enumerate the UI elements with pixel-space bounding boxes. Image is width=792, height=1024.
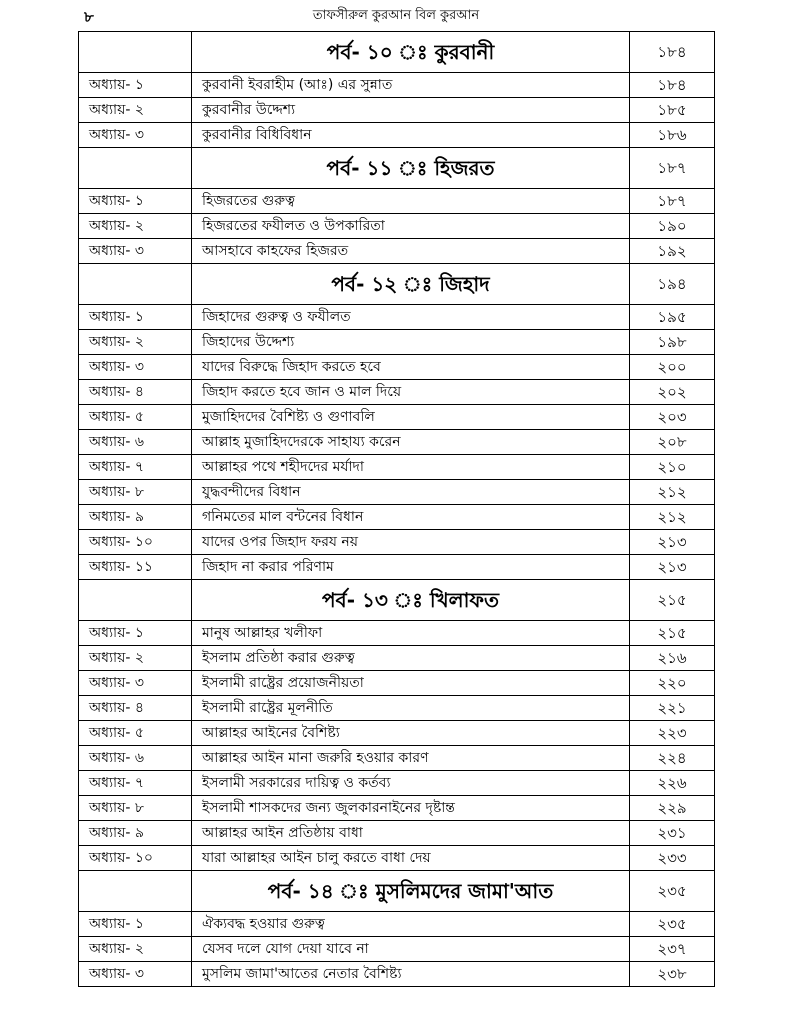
chapter-label: অধ্যায়- ৭ (79, 771, 192, 796)
page-ref: ১৮৭ (630, 148, 715, 189)
page-ref: ২০২ (630, 380, 715, 405)
page-ref: ১৯০ (630, 214, 715, 239)
toc-chapter-row (79, 380, 715, 405)
page-ref: ২১৩ (630, 555, 715, 580)
chapter-title: কুরবানীর বিধিবিধান (192, 123, 630, 148)
chapter-title: হিজরতের ফযীলত ও উপকারিতা (192, 214, 630, 239)
chapter-label: অধ্যায়- ২ (79, 646, 192, 671)
toc-chapter-row (79, 98, 715, 123)
page-ref: ২১৩ (630, 530, 715, 555)
toc-chapter-row (79, 330, 715, 355)
toc-chapter-row (79, 671, 715, 696)
part-title: পর্ব- ১৪ ঃ মুসলিমদের জামা'আত (192, 871, 630, 912)
chapter-label: অধ্যায়- ১০ (79, 846, 192, 871)
chapter-label (79, 148, 192, 189)
chapter-title: আল্লাহর আইন প্রতিষ্ঠায় বাধা (192, 821, 630, 846)
toc-chapter-row (79, 771, 715, 796)
part-title: পর্ব- ১১ ঃ হিজরত (192, 148, 630, 189)
page-ref: ১৮৪ (630, 32, 715, 73)
chapter-label: অধ্যায়- ১ (79, 73, 192, 98)
chapter-label: অধ্যায়- ৩ (79, 355, 192, 380)
toc-chapter-row (79, 912, 715, 937)
toc-part-row (79, 148, 715, 189)
chapter-title: মুসলিম জামা'আতের নেতার বৈশিষ্ট্য (192, 962, 630, 987)
page-ref: ২২০ (630, 671, 715, 696)
chapter-label: অধ্যায়- ৫ (79, 721, 192, 746)
chapter-title: ইসলামী রাষ্ট্রের মূলনীতি (192, 696, 630, 721)
page-number: ৮ (84, 8, 94, 26)
chapter-title: আল্লাহ মুজাহিদদেরকে সাহায্য করেন (192, 430, 630, 455)
chapter-label: অধ্যায়- ৩ (79, 962, 192, 987)
chapter-label: অধ্যায়- ৭ (79, 455, 192, 480)
part-title: পর্ব- ১০ ঃ কুরবানী (192, 32, 630, 73)
chapter-title: জিহাদের উদ্দেশ্য (192, 330, 630, 355)
chapter-label: অধ্যায়- ৯ (79, 821, 192, 846)
chapter-title: যুদ্ধবন্দীদের বিধান (192, 480, 630, 505)
chapter-label: অধ্যায়- ৩ (79, 123, 192, 148)
chapter-label: অধ্যায়- ২ (79, 214, 192, 239)
page-ref: ২২৪ (630, 746, 715, 771)
chapter-title: যাদের ওপর জিহাদ ফরয নয় (192, 530, 630, 555)
toc-chapter-row (79, 405, 715, 430)
page-ref: ২১৬ (630, 646, 715, 671)
toc-chapter-row (79, 937, 715, 962)
page-ref: ২১০ (630, 455, 715, 480)
toc-chapter-row (79, 821, 715, 846)
toc-chapter-row (79, 646, 715, 671)
page-ref: ২৩৭ (630, 937, 715, 962)
toc-chapter-row (79, 962, 715, 987)
chapter-title: ঐক্যবদ্ধ হওয়ার গুরুত্ব (192, 912, 630, 937)
chapter-label: অধ্যায়- ৬ (79, 430, 192, 455)
chapter-title: হিজরতের গুরুত্ব (192, 189, 630, 214)
toc-chapter-row (79, 555, 715, 580)
chapter-title: আল্লাহর আইনের বৈশিষ্ট্য (192, 721, 630, 746)
chapter-title: ইসলামী শাসকদের জন্য জুলকারনাইনের দৃষ্টান্ত (192, 796, 630, 821)
part-title: পর্ব- ১২ ঃ জিহাদ (192, 264, 630, 305)
page-ref: ২৩৮ (630, 962, 715, 987)
toc-chapter-row (79, 123, 715, 148)
chapter-title: আসহাবে কাহফের হিজরত (192, 239, 630, 264)
page-ref: ১৮৫ (630, 98, 715, 123)
toc-chapter-row (79, 696, 715, 721)
chapter-label (79, 580, 192, 621)
chapter-title: ইসলামী রাষ্ট্রের প্রয়োজনীয়তা (192, 671, 630, 696)
chapter-title: জিহাদ করতে হবে জান ও মাল দিয়ে (192, 380, 630, 405)
chapter-title: জিহাদ না করার পরিণাম (192, 555, 630, 580)
chapter-title: ইসলামী সরকারের দায়িত্ব ও কর্তব্য (192, 771, 630, 796)
chapter-label: অধ্যায়- ৮ (79, 796, 192, 821)
chapter-label: অধ্যায়- ১ (79, 912, 192, 937)
page-ref: ২৩৫ (630, 912, 715, 937)
toc-part-row (79, 32, 715, 73)
toc-chapter-row (79, 621, 715, 646)
toc-chapter-row (79, 746, 715, 771)
toc-chapter-row (79, 455, 715, 480)
chapter-title: কুরবানীর উদ্দেশ্য (192, 98, 630, 123)
chapter-label: অধ্যায়- ২ (79, 98, 192, 123)
page-ref: ২১৫ (630, 621, 715, 646)
chapter-label: অধ্যায়- ২ (79, 937, 192, 962)
page-ref: ১৮৪ (630, 73, 715, 98)
page-ref: ২৩৫ (630, 871, 715, 912)
chapter-label: অধ্যায়- ১ (79, 189, 192, 214)
chapter-title: আল্লাহর আইন মানা জরুরি হওয়ার কারণ (192, 746, 630, 771)
chapter-label: অধ্যায়- ৩ (79, 239, 192, 264)
toc-chapter-row (79, 721, 715, 746)
chapter-label: অধ্যায়- ৪ (79, 380, 192, 405)
toc-chapter-row (79, 239, 715, 264)
chapter-title: কুরবানী ইবরাহীম (আঃ) এর সুন্নাত (192, 73, 630, 98)
page-ref: ১৮৭ (630, 189, 715, 214)
chapter-label: অধ্যায়- ১ (79, 621, 192, 646)
page-ref: ২২৬ (630, 771, 715, 796)
chapter-label (79, 32, 192, 73)
chapter-label: অধ্যায়- ৯ (79, 505, 192, 530)
chapter-label (79, 871, 192, 912)
toc-chapter-row (79, 430, 715, 455)
page-ref: ১৯২ (630, 239, 715, 264)
toc-chapter-row (79, 73, 715, 98)
chapter-label: অধ্যায়- ১ (79, 305, 192, 330)
page-ref: ২১৫ (630, 580, 715, 621)
chapter-label: অধ্যায়- ৬ (79, 746, 192, 771)
page-ref: ১৯৮ (630, 330, 715, 355)
toc-chapter-row (79, 214, 715, 239)
chapter-title: মানুষ আল্লাহর খলীফা (192, 621, 630, 646)
table-of-contents (78, 31, 715, 987)
toc-part-row (79, 264, 715, 305)
chapter-title: যারা আল্লাহর আইন চালু করতে বাধা দেয় (192, 846, 630, 871)
chapter-label: অধ্যায়- ১১ (79, 555, 192, 580)
chapter-label: অধ্যায়- ৮ (79, 480, 192, 505)
page-ref: ১৯৪ (630, 264, 715, 305)
page-ref: ১৮৬ (630, 123, 715, 148)
toc-chapter-row (79, 846, 715, 871)
toc-chapter-row (79, 480, 715, 505)
chapter-title: যাদের বিরুদ্ধে জিহাদ করতে হবে (192, 355, 630, 380)
chapter-title: আল্লাহর পথে শহীদদের মর্যাদা (192, 455, 630, 480)
chapter-label: অধ্যায়- ২ (79, 330, 192, 355)
page-ref: ২১২ (630, 480, 715, 505)
page-ref: ২৩৩ (630, 846, 715, 871)
page-ref: ২৩১ (630, 821, 715, 846)
page-ref: ১৯৫ (630, 305, 715, 330)
page-ref: ২০০ (630, 355, 715, 380)
page-header (0, 0, 792, 30)
book-title: তাফসীরুল কুরআন বিল কুরআন (312, 8, 480, 23)
chapter-title: ইসলাম প্রতিষ্ঠা করার গুরুত্ব (192, 646, 630, 671)
page-ref: ২০৩ (630, 405, 715, 430)
toc-chapter-row (79, 530, 715, 555)
chapter-title: মুজাহিদদের বৈশিষ্ট্য ও গুণাবলি (192, 405, 630, 430)
toc-part-row (79, 871, 715, 912)
toc-part-row (79, 580, 715, 621)
page-ref: ২২১ (630, 696, 715, 721)
toc-chapter-row (79, 796, 715, 821)
chapter-label: অধ্যায়- ৪ (79, 696, 192, 721)
chapter-label: অধ্যায়- ৫ (79, 405, 192, 430)
toc-chapter-row (79, 505, 715, 530)
page-ref: ২১২ (630, 505, 715, 530)
toc-chapter-row (79, 189, 715, 214)
toc-body (79, 32, 715, 987)
chapter-title: গনিমতের মাল বন্টনের বিধান (192, 505, 630, 530)
page-ref: ২০৮ (630, 430, 715, 455)
chapter-label: অধ্যায়- ১০ (79, 530, 192, 555)
page-ref: ২২৯ (630, 796, 715, 821)
part-title: পর্ব- ১৩ ঃ খিলাফত (192, 580, 630, 621)
toc-chapter-row (79, 355, 715, 380)
toc-chapter-row (79, 305, 715, 330)
page-ref: ২২৩ (630, 721, 715, 746)
chapter-title: জিহাদের গুরুত্ব ও ফযীলত (192, 305, 630, 330)
chapter-label: অধ্যায়- ৩ (79, 671, 192, 696)
chapter-label (79, 264, 192, 305)
chapter-title: যেসব দলে যোগ দেয়া যাবে না (192, 937, 630, 962)
